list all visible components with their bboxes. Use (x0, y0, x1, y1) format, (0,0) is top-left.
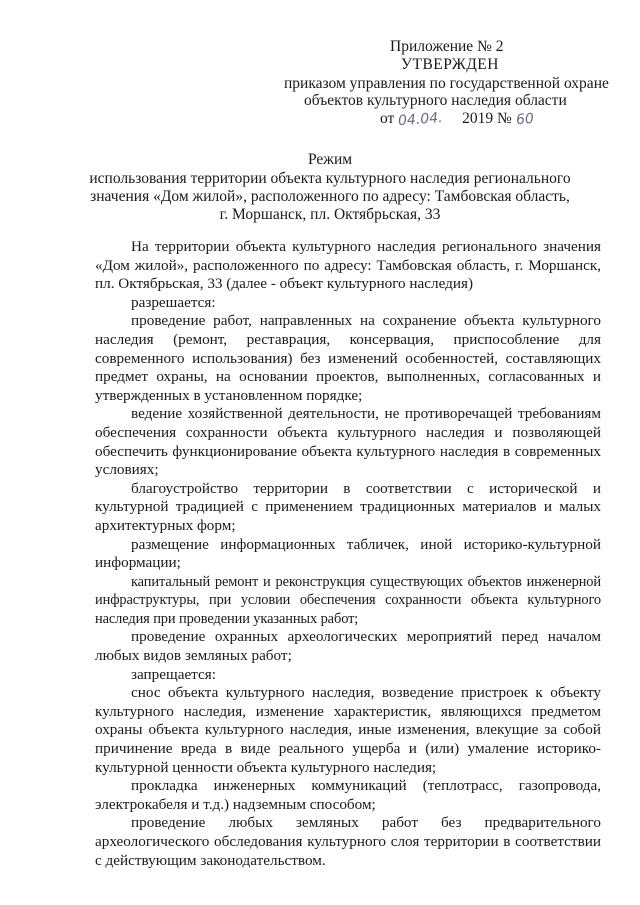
allowed-item: ведение хозяйственной деятельности, не противоречащей требованиям обеспечения сохранности объекта культурного наследия и позволяющей обеспечить функционирование объекта культурного наследия в современных условиях; (95, 405, 601, 479)
allowed-item: проведение работ, направленных на сохранение объекта культурного наследия (ремонт, реставрация, консервация, приспособление для современного использования) без изменений особенностей, составляющих предмет охраны, на основании проектов, выполненных, согласованных и утвержденных в установленном порядке; (95, 312, 601, 404)
intro-paragraph: На территории объекта культурного наследия регионального значения «Дом жилой», расположенного по адресу: Тамбовская область, г. Моршанск, пл. Октябрьская, 33 (далее - объект культурного наследия) (95, 238, 601, 293)
title-line-3: г. Моршанск, пл. Октябрьская, 33 (219, 206, 441, 223)
allowed-item: проведение охранных археологических мероприятий перед началом любых видов земляных работ; (95, 628, 601, 665)
allowed-item: капитальный ремонт и реконструкция существующих объектов инженерной инфраструктуры, при условии обеспечения сохранности объекта культурного наследия при проведении указанных работ; (95, 573, 601, 627)
order-line-2: объектов культурного наследия области (304, 92, 567, 109)
handwritten-date: 04.04. (397, 110, 444, 130)
forbidden-item: снос объекта культурного наследия, возведение пристроек к объекту культурного наследия, изменение характеристик, являющихся предметом охраны объекта культурного наследия, иные изменения, влекущие за собой причинение вреда в виде реального ущерба и (или) умаление историко-культурной ценности объекта культурного наследия; (95, 684, 601, 776)
approved-label: УТВЕРЖДЕН (401, 56, 499, 73)
order-year: 2019 (462, 110, 494, 127)
forbidden-item: прокладка инженерных коммуникаций (теплотрасс, газопровода, электрокабеля и т.д.) надземным способом; (95, 777, 601, 813)
order-line-1: приказом управления по государственной охране (284, 75, 609, 92)
appendix-label: Приложение № 2 (390, 38, 504, 55)
date-prefix: от (380, 110, 395, 127)
number-sign: № (496, 110, 512, 127)
title-line-2: значения «Дом жилой», расположенного по адресу: Тамбовская область, (90, 188, 570, 205)
forbidden-heading: запрещается: (131, 665, 216, 683)
allowed-item: благоустройство территории в соответствии с исторической и культурной традицией с применением традиционных материалов и малых архитектурных форм; (95, 479, 601, 534)
allowed-item: размещение информационных табличек, иной историко-культурной информации; (95, 535, 601, 572)
document-body (95, 238, 601, 870)
document-title: Режим (307, 151, 353, 168)
order-date-line (380, 110, 550, 128)
title-line-1: использования территории объекта культурного наследия регионального (89, 170, 571, 187)
handwritten-number: 60 (515, 110, 535, 129)
allowed-heading: разрешается: (131, 293, 216, 311)
forbidden-item: проведение любых земляных работ без предварительного археологического обследования культурного слоя территории в соответствии с действующим законодательством. (95, 814, 601, 869)
